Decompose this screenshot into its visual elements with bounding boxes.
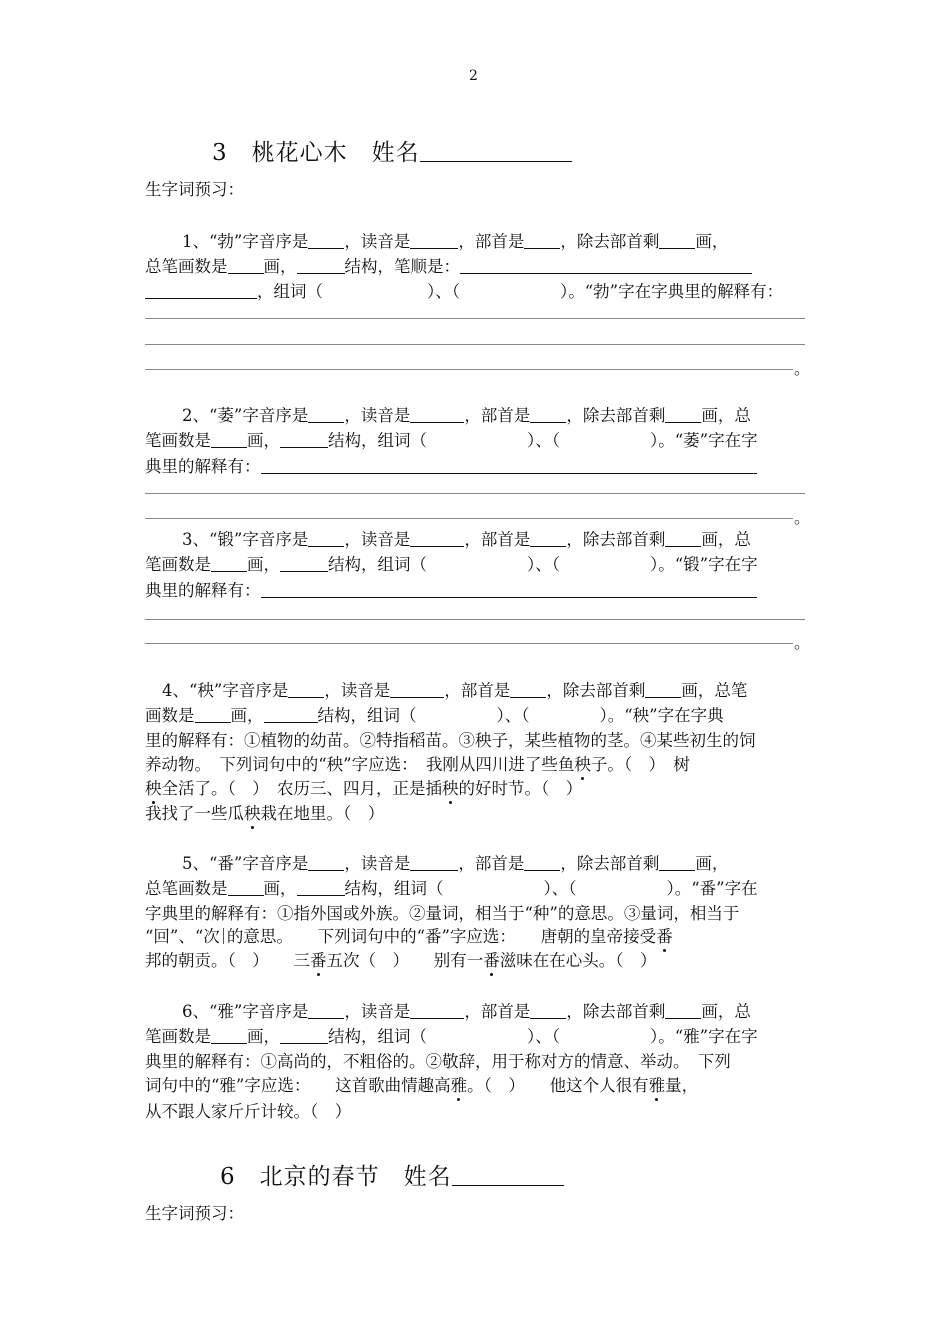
lesson6-subtitle: 生字词预习： xyxy=(145,1204,244,1223)
answer-line[interactable] xyxy=(145,369,793,370)
q2-line3: 典里的解释有： xyxy=(145,453,757,477)
q2-blank[interactable] xyxy=(280,431,328,449)
q4-line1: 4、“秧”字音序是 ，读音是 ，部首是 ，除去部首剩 画，总笔 xyxy=(162,681,748,700)
q1-line1: 1、“勃”字音序是 ，读音是 ，部首是 ，除去部首剩 画， xyxy=(182,232,729,251)
q1-blank[interactable] xyxy=(410,232,458,250)
q3-blank[interactable] xyxy=(410,530,464,548)
q4-blank[interactable] xyxy=(195,706,231,724)
q5-blank[interactable] xyxy=(524,854,560,872)
q5-blank[interactable] xyxy=(659,854,695,872)
q5-line1: 5、“番”字音序是 ，读音是 ，部首是 ，除去部首剩 画， xyxy=(182,854,729,873)
q4-blank[interactable] xyxy=(645,681,681,699)
dotted-character: 雅 xyxy=(450,1076,468,1095)
q1-blank[interactable] xyxy=(659,232,695,250)
q2-line1: 2、“萎”字音序是 ，读音是 ，部首是 ，除去部首剩 画，总 xyxy=(182,406,751,425)
q5-line5: 邦的朝贡。（ ） 三番五次（ ） 别有一番滋味在在心头。（ ） xyxy=(145,951,657,970)
q3-blank[interactable] xyxy=(211,555,247,573)
q6-blank[interactable] xyxy=(308,1002,344,1020)
q4-line2: 画数是 画， 结构，组词（ ）、（ ）。“秧”字在字典 xyxy=(145,706,724,725)
dotted-character: 秧 xyxy=(442,779,459,798)
q4-blank[interactable] xyxy=(390,681,444,699)
q6-line2: 笔画数是 画， 结构，组词（ ）、（ ）。“雅”字在字 xyxy=(145,1027,758,1046)
dotted-character: 秧 xyxy=(574,755,591,774)
dotted-character: 番 xyxy=(656,927,673,946)
q5-blank[interactable] xyxy=(410,854,458,872)
q2-line2: 笔画数是 画， 结构，组词（ ）、（ ）。“萎”字在字 xyxy=(145,431,758,450)
q5-line4: “回”、“次 的意思。 下列词句中的“番”字应选： 唐朝的皇帝接受番 xyxy=(145,927,673,946)
q5-line2: 总笔画数是 画， 结构，组词（ ）、（ ）。“番”字在 xyxy=(145,879,758,898)
q2-blank[interactable] xyxy=(665,406,701,424)
q6-blank[interactable] xyxy=(665,1002,701,1020)
lesson6-title: 6 北京的春节 姓名 xyxy=(220,1158,564,1191)
q1-blank[interactable] xyxy=(145,282,257,300)
q2-blank[interactable] xyxy=(530,406,566,424)
q1-blank[interactable] xyxy=(297,257,345,275)
q5-blank[interactable] xyxy=(297,879,345,897)
q4-blank[interactable] xyxy=(264,706,318,724)
dotted-character: 雅 xyxy=(648,1076,666,1095)
q3-line2: 笔画数是 画， 结构，组词（ ）、（ ）。“锻”字在字 xyxy=(145,555,758,574)
lesson3-subtitle: 生字词预习： xyxy=(145,180,244,199)
end-mark: 。 xyxy=(794,508,811,527)
q3-blank[interactable] xyxy=(530,530,566,548)
q3-line3: 典里的解释有： xyxy=(145,577,757,601)
q4-line3: 里的解释有：①植物的幼苗。②特指稻苗。③秧子，某些植物的茎。④某些初生的饲 xyxy=(145,731,756,750)
dotted-character: 番 xyxy=(483,951,500,970)
q2-blank[interactable] xyxy=(211,431,247,449)
answer-line[interactable] xyxy=(145,518,793,519)
answer-line[interactable] xyxy=(145,318,805,319)
q4-line6: 我找了一些瓜秧栽在地里。（ ） xyxy=(145,804,385,823)
q3-blank[interactable] xyxy=(665,530,701,548)
lesson3-title: 3 桃花心木 姓名 xyxy=(212,134,572,167)
q1-blank[interactable] xyxy=(308,232,344,250)
q1-line2: 总笔画数是 画， 结构，笔顺是： xyxy=(145,253,752,277)
q3-blank[interactable] xyxy=(308,530,344,548)
q4-line4: 养动物。 下列词句中的“秧”字应选： 我刚从四川进了些鱼秧子。（ ） 树 xyxy=(145,755,690,774)
dotted-character: 秧 xyxy=(145,779,162,798)
q6-blank[interactable] xyxy=(530,1002,566,1020)
dotted-character: 番 xyxy=(310,951,327,970)
dotted-character: 秧 xyxy=(244,804,261,823)
q6-blank[interactable] xyxy=(211,1027,247,1045)
answer-line[interactable] xyxy=(145,493,805,494)
q6-blank[interactable] xyxy=(410,1002,464,1020)
q3-meaning-blank[interactable] xyxy=(261,581,757,599)
end-mark: 。 xyxy=(794,633,811,652)
q6-line1: 6、“雅”字音序是 ，读音是 ，部首是 ，除去部首剩 画，总 xyxy=(182,1002,751,1021)
q2-blank[interactable] xyxy=(308,406,344,424)
q2-blank[interactable] xyxy=(410,406,464,424)
q5-blank[interactable] xyxy=(308,854,344,872)
q6-line3: 典里的解释有：①高尚的，不粗俗的。②敬辞，用于称对方的情意、举动。 下列 xyxy=(145,1052,731,1071)
q6-line4: 词句中的“雅”字应选： 这首歌曲情趣高雅。（ ） 他这个人很有雅量， xyxy=(145,1076,699,1095)
q1-stroke-order-blank[interactable] xyxy=(460,257,752,275)
q1-line3: ，组词（ ）、（ ）。“勃”字在字典里的解释有： xyxy=(145,278,783,302)
q5-blank[interactable] xyxy=(228,879,264,897)
q6-blank[interactable] xyxy=(280,1027,328,1045)
q3-line1: 3、“锻”字音序是 ，读音是 ，部首是 ，除去部首剩 画，总 xyxy=(182,530,751,549)
q1-blank[interactable] xyxy=(228,257,264,275)
q2-meaning-blank[interactable] xyxy=(261,457,757,475)
q4-blank[interactable] xyxy=(510,681,546,699)
answer-line[interactable] xyxy=(145,344,805,345)
answer-line[interactable] xyxy=(145,643,793,644)
q1-blank[interactable] xyxy=(524,232,560,250)
q4-line5: 秧全活了。（ ） 农历三、四月，正是插秧的好时节。（ ） xyxy=(145,779,583,798)
q6-line5: 从不跟人家斤斤计较。（ ） xyxy=(145,1102,352,1121)
q3-blank[interactable] xyxy=(280,555,328,573)
answer-line[interactable] xyxy=(145,619,805,620)
q5-line3: 字典里的解释有：①指外国或外族。②量词，相当于“种”的意思。③量词，相当于 xyxy=(145,904,740,923)
q4-blank[interactable] xyxy=(288,681,324,699)
page-number: 2 xyxy=(469,68,478,84)
end-mark: 。 xyxy=(794,359,811,378)
